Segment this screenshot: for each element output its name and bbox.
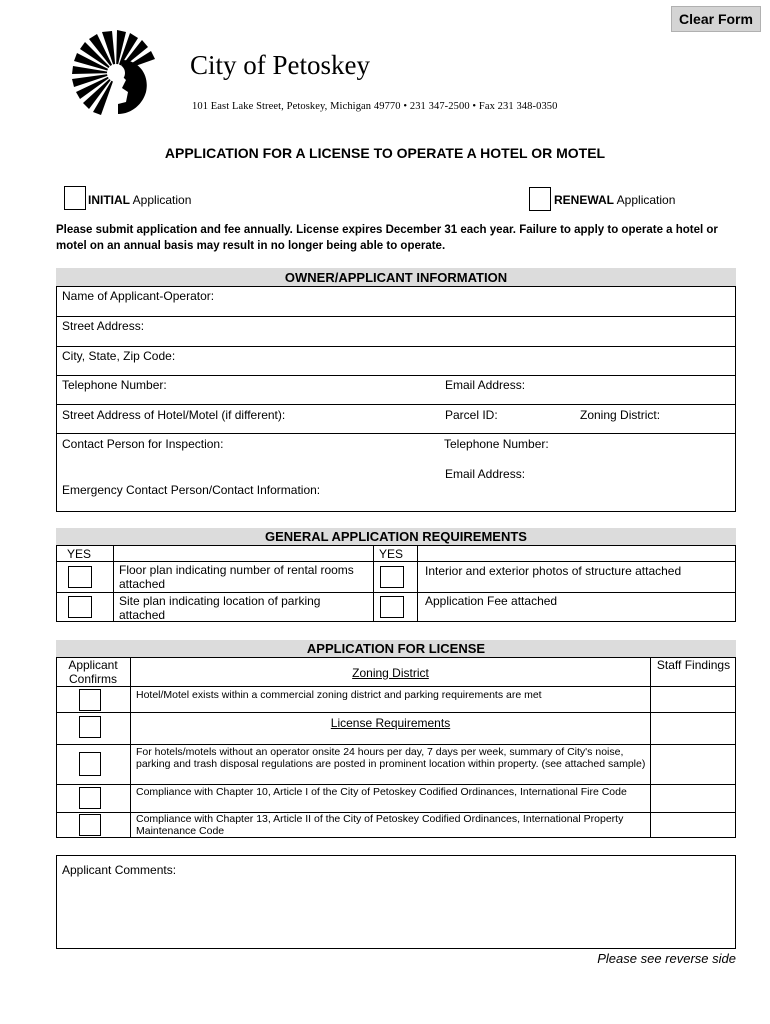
telephone-field[interactable]: Telephone Number:: [62, 378, 167, 392]
property-maintenance-checkbox[interactable]: [79, 814, 101, 836]
form-title: APPLICATION FOR A LICENSE TO OPERATE A HOTEL OR MOTEL: [164, 145, 606, 161]
parcel-id-field[interactable]: Parcel ID:: [445, 408, 498, 422]
property-maintenance-text: Compliance with Chapter 13, Article II of the City of Petoskey Codified Ordinances, International Property Maintenance Code: [136, 813, 624, 837]
applicant-confirms-header: Applicant Confirms: [68, 658, 118, 686]
city-state-zip-field[interactable]: City, State, Zip Code:: [62, 349, 176, 363]
floor-plan-checkbox[interactable]: [68, 566, 92, 588]
posted-regulations-checkbox[interactable]: [79, 752, 101, 776]
yes-header-left: YES: [67, 547, 92, 561]
clear-form-button[interactable]: Clear Form: [671, 6, 761, 32]
applicant-name-field[interactable]: Name of Applicant-Operator:: [62, 289, 215, 303]
yes-header-right: YES: [379, 547, 404, 561]
floor-plan-label: Floor plan indicating number of rental rooms attached: [119, 563, 354, 591]
street-address-field[interactable]: Street Address:: [62, 319, 145, 333]
hotel-address-field[interactable]: Street Address of Hotel/Motel (if different):: [62, 408, 286, 422]
initial-application-checkbox[interactable]: [64, 186, 86, 210]
applicant-comments-label: Applicant Comments:: [62, 863, 177, 877]
zoning-confirm-checkbox[interactable]: [79, 689, 101, 711]
site-plan-checkbox[interactable]: [68, 596, 92, 618]
posted-regulations-text: For hotels/motels without an operator onsite 24 hours per day, 7 days per week, summary of City's noise, parking and trash disposal regulations are posted in prominent location within property. (see attached sample): [136, 746, 646, 770]
renewal-application-label: RENEWAL Application: [554, 193, 676, 207]
photos-label: Interior and exterior photos of structure attached: [425, 564, 682, 578]
fire-code-text: Compliance with Chapter 10, Article I of the City of Petoskey Codified Ordinances, International Fire Code: [136, 786, 627, 798]
owner-section-header: OWNER/APPLICANT INFORMATION: [56, 268, 736, 287]
contact-telephone-field[interactable]: Telephone Number:: [444, 437, 549, 451]
notice-text: Please submit application and fee annually. License expires December 31 each year. Failure to apply to operate a hotel or motel on an annual basis may result in no longer being able to operate.: [56, 224, 718, 252]
email-field[interactable]: Email Address:: [445, 378, 526, 392]
zoning-district-field[interactable]: Zoning District:: [580, 408, 661, 422]
zoning-item-text: Hotel/Motel exists within a commercial zoning district and parking requirements are met: [136, 689, 542, 701]
city-name: City of Petoskey: [190, 50, 370, 80]
fee-checkbox[interactable]: [380, 596, 404, 618]
contact-email-field[interactable]: Email Address:: [445, 467, 526, 481]
license-requirements-header: License Requirements: [330, 716, 451, 730]
zoning-district-header: Zoning District: [352, 666, 429, 680]
license-section-header: APPLICATION FOR LICENSE: [56, 640, 736, 658]
emergency-contact-field[interactable]: Emergency Contact Person/Contact Information:: [62, 483, 321, 497]
contact-person-field[interactable]: Contact Person for Inspection:: [62, 437, 224, 451]
initial-application-label: INITIAL Application: [88, 193, 192, 207]
fee-label: Application Fee attached: [425, 594, 558, 608]
city-address: 101 East Lake Street, Petoskey, Michigan 49770 • 231 347-2500 • Fax 231 348-0350: [192, 101, 558, 112]
fire-code-checkbox[interactable]: [79, 787, 101, 809]
staff-findings-header: Staff Findings: [656, 658, 731, 672]
photos-checkbox[interactable]: [380, 566, 404, 588]
site-plan-label: Site plan indicating location of parking attached: [119, 594, 321, 622]
reverse-side-note: Please see reverse side: [597, 951, 736, 966]
city-logo-icon: [72, 30, 160, 116]
general-section-header: GENERAL APPLICATION REQUIREMENTS: [56, 528, 736, 546]
renewal-application-checkbox[interactable]: [529, 187, 551, 211]
license-req-checkbox[interactable]: [79, 716, 101, 738]
